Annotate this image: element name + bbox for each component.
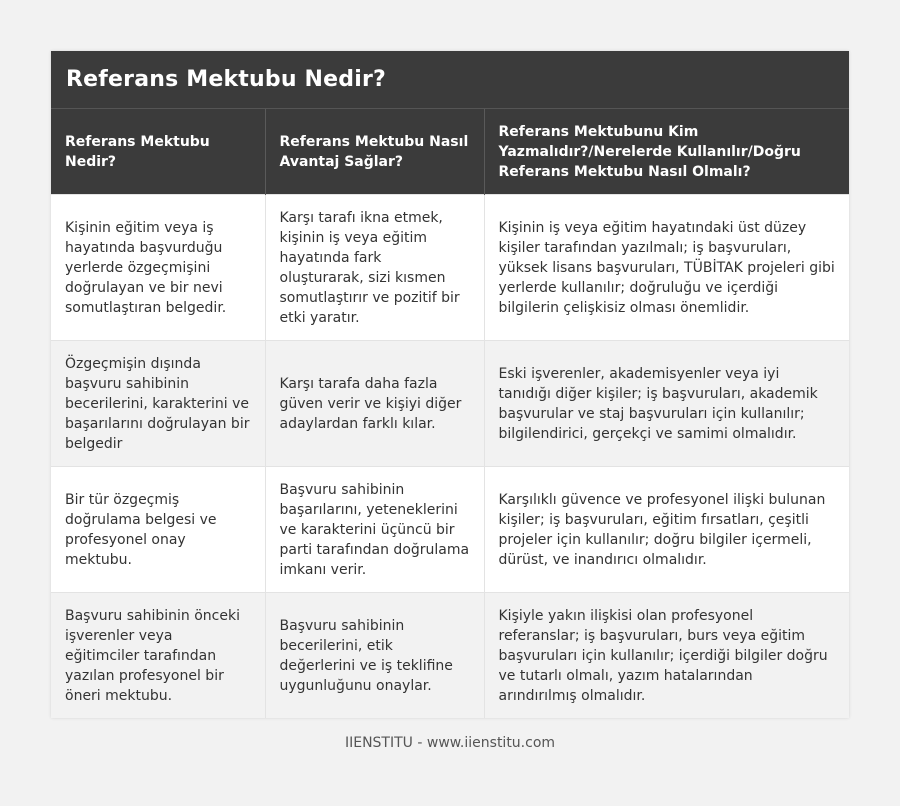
column-header-what-is: Referans Mektubu Nedir?	[51, 109, 265, 195]
table-cell: Başvuru sahibinin başarılarını, yeteneklerini ve karakterini üçüncü bir parti tarafından doğrulama imkanı verir.	[265, 467, 484, 593]
table-cell: Kişinin eğitim veya iş hayatında başvurduğu yerlerde özgeçmişini doğrulayan ve bir nevi somutlaştıran belgedir.	[51, 195, 265, 341]
table-row	[51, 195, 849, 341]
table-cell: Başvuru sahibinin becerilerini, etik değerlerini ve iş teklifine uygunluğunu onaylar.	[265, 593, 484, 719]
table-cell: Karşı tarafa daha fazla güven verir ve kişiyi diğer adaylardan farklı kılar.	[265, 341, 484, 467]
column-header-advantage: Referans Mektubu Nasıl Avantaj Sağlar?	[265, 109, 484, 195]
table-cell: Karşılıklı güvence ve profesyonel ilişki bulunan kişiler; iş başvuruları, eğitim fırsatları, çeşitli projeler için kullanılır; doğru bilgiler içermeli, dürüst, ve inandırıcı olmalıdır.	[484, 467, 849, 593]
reference-letter-card	[51, 51, 849, 718]
table-cell: Eski işverenler, akademisyenler veya iyi tanıdığı diğer kişiler; iş başvuruları, akademik başvurular ve staj başvuruları için kullanılır; bilgilendirici, gerçekçi ve samimi olmalıdır.	[484, 341, 849, 467]
table-row	[51, 467, 849, 593]
table-cell: Kişiyle yakın ilişkisi olan profesyonel referanslar; iş başvuruları, burs veya eğitim başvuruları için kullanılır; içerdiği bilgiler doğru ve tutarlı olmalı, yazım hatalarından arındırılmış olmalıdır.	[484, 593, 849, 719]
table-cell: Karşı tarafı ikna etmek, kişinin iş veya eğitim hayatında fark oluşturarak, sizi kısmen somutlaştırır ve pozitif bir etki yaratır.	[265, 195, 484, 341]
table-row	[51, 593, 849, 719]
reference-letter-table	[51, 108, 849, 718]
table-cell: Bir tür özgeçmiş doğrulama belgesi ve profesyonel onay mektubu.	[51, 467, 265, 593]
table-cell: Başvuru sahibinin önceki işverenler veya eğitimciler tarafından yazılan profesyonel bir öneri mektubu.	[51, 593, 265, 719]
header-row	[51, 109, 849, 195]
table-cell: Kişinin iş veya eğitim hayatındaki üst düzey kişiler tarafından yazılmalı; iş başvuruları, yüksek lisans başvuruları, TÜBİTAK projeleri gibi yerlerde kullanılır; doğruluğu ve içerdiği bilgilerin çelişkisiz olması önemlidir.	[484, 195, 849, 341]
table-row	[51, 341, 849, 467]
table-title: Referans Mektubu Nedir?	[51, 51, 849, 108]
column-header-who-where-how: Referans Mektubunu Kim Yazmalıdır?/Nerelerde Kullanılır/Doğru Referans Mektubu Nasıl Olmalı?	[484, 109, 849, 195]
table-cell: Özgeçmişin dışında başvuru sahibinin becerilerini, karakterini ve başarılarını doğrulayan bir belgedir	[51, 341, 265, 467]
footer-credit: IIENSTITU - www.iienstitu.com	[344, 735, 556, 751]
